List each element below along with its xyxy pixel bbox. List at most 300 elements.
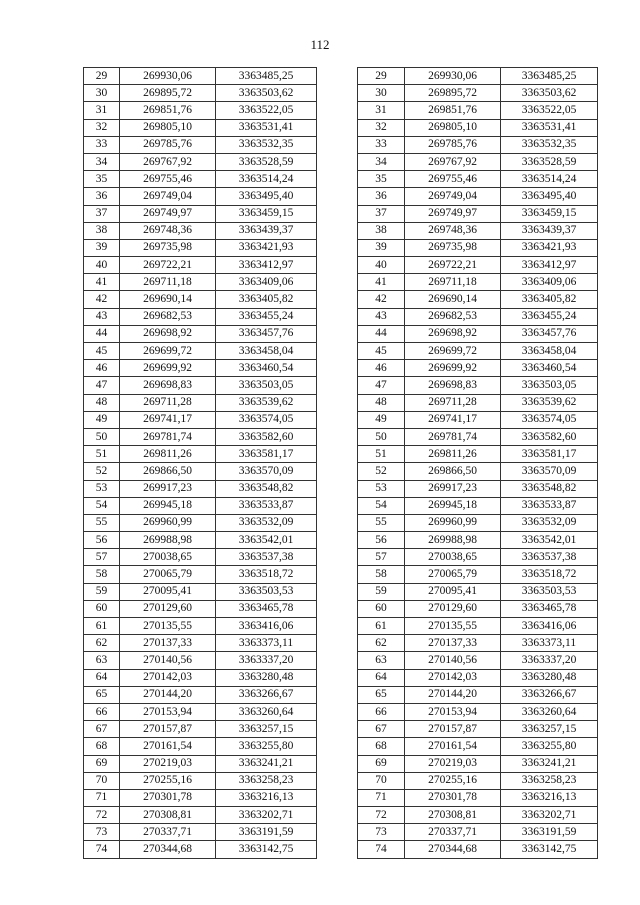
x-coordinate-cell: 269711,18: [405, 274, 501, 291]
y-coordinate-cell: 3363258,23: [216, 772, 317, 789]
y-coordinate-cell: 3363528,59: [501, 153, 598, 170]
x-coordinate-cell: 269690,14: [405, 291, 501, 308]
point-number-cell: 39: [84, 239, 120, 256]
x-coordinate-cell: 270255,16: [120, 772, 216, 789]
y-coordinate-cell: 3363257,15: [501, 721, 598, 738]
point-number-cell: 36: [84, 188, 120, 205]
table-row: [84, 703, 317, 720]
y-coordinate-cell: 3363528,59: [216, 153, 317, 170]
x-coordinate-cell: 269755,46: [120, 171, 216, 188]
y-coordinate-cell: 3363574,05: [216, 411, 317, 428]
y-coordinate-cell: 3363373,11: [501, 635, 598, 652]
table-row: [84, 755, 317, 772]
point-number-cell: 73: [84, 824, 120, 841]
x-coordinate-cell: 269781,74: [120, 428, 216, 445]
point-number-cell: 72: [84, 807, 120, 824]
point-number-cell: 49: [84, 411, 120, 428]
x-coordinate-cell: 269811,26: [405, 446, 501, 463]
table-row: [358, 480, 598, 497]
y-coordinate-cell: 3363495,40: [501, 188, 598, 205]
x-coordinate-cell: 270140,56: [120, 652, 216, 669]
table-row: [358, 789, 598, 806]
x-coordinate-cell: 269917,23: [405, 480, 501, 497]
table-row: [84, 824, 317, 841]
table-row: [84, 411, 317, 428]
y-coordinate-cell: 3363405,82: [501, 291, 598, 308]
x-coordinate-cell: 270137,33: [405, 635, 501, 652]
point-number-cell: 32: [84, 119, 120, 136]
x-coordinate-cell: 269699,72: [405, 343, 501, 360]
point-number-cell: 46: [84, 360, 120, 377]
table-row: [358, 549, 598, 566]
y-coordinate-cell: 3363570,09: [216, 463, 317, 480]
x-coordinate-cell: 269749,04: [120, 188, 216, 205]
point-number-cell: 60: [358, 600, 405, 617]
y-coordinate-cell: 3363202,71: [501, 807, 598, 824]
table-row: [358, 600, 598, 617]
point-number-cell: 45: [358, 343, 405, 360]
point-number-cell: 37: [84, 205, 120, 222]
x-coordinate-cell: 269785,76: [120, 136, 216, 153]
point-number-cell: 57: [358, 549, 405, 566]
table-row: [84, 772, 317, 789]
table-row: [358, 703, 598, 720]
point-number-cell: 31: [358, 102, 405, 119]
x-coordinate-cell: 270157,87: [120, 721, 216, 738]
point-number-cell: 43: [84, 308, 120, 325]
x-coordinate-cell: 270344,68: [120, 841, 216, 858]
point-number-cell: 60: [84, 600, 120, 617]
y-coordinate-cell: 3363412,97: [216, 257, 317, 274]
point-number-cell: 69: [84, 755, 120, 772]
point-number-cell: 31: [84, 102, 120, 119]
y-coordinate-cell: 3363458,04: [501, 343, 598, 360]
point-number-cell: 50: [84, 428, 120, 445]
table-row: [84, 789, 317, 806]
y-coordinate-cell: 3363539,62: [216, 394, 317, 411]
y-coordinate-cell: 3363280,48: [216, 669, 317, 686]
table-row: [358, 428, 598, 445]
x-coordinate-cell: 269930,06: [405, 68, 501, 85]
table-row: [358, 669, 598, 686]
y-coordinate-cell: 3363416,06: [216, 618, 317, 635]
table-row: [358, 446, 598, 463]
y-coordinate-cell: 3363216,13: [501, 789, 598, 806]
y-coordinate-cell: 3363485,25: [501, 68, 598, 85]
y-coordinate-cell: 3363532,09: [501, 514, 598, 531]
point-number-cell: 45: [84, 343, 120, 360]
table-row: [358, 274, 598, 291]
y-coordinate-cell: 3363503,53: [216, 583, 317, 600]
y-coordinate-cell: 3363459,15: [216, 205, 317, 222]
y-coordinate-cell: 3363405,82: [216, 291, 317, 308]
point-number-cell: 56: [84, 532, 120, 549]
table-row: [358, 102, 598, 119]
x-coordinate-cell: 270337,71: [120, 824, 216, 841]
table-row: [358, 153, 598, 170]
x-coordinate-cell: 270157,87: [405, 721, 501, 738]
table-row: [84, 514, 317, 531]
y-coordinate-cell: 3363574,05: [501, 411, 598, 428]
y-coordinate-cell: 3363337,20: [501, 652, 598, 669]
table-row: [84, 463, 317, 480]
x-coordinate-cell: 270142,03: [120, 669, 216, 686]
table-row: [84, 686, 317, 703]
x-coordinate-cell: 269960,99: [405, 514, 501, 531]
y-coordinate-cell: 3363582,60: [216, 428, 317, 445]
y-coordinate-cell: 3363465,78: [501, 600, 598, 617]
point-number-cell: 59: [84, 583, 120, 600]
y-coordinate-cell: 3363258,23: [501, 772, 598, 789]
y-coordinate-cell: 3363142,75: [501, 841, 598, 858]
y-coordinate-cell: 3363457,76: [501, 325, 598, 342]
x-coordinate-cell: 269749,97: [120, 205, 216, 222]
y-coordinate-cell: 3363191,59: [501, 824, 598, 841]
point-number-cell: 43: [358, 308, 405, 325]
coordinates-table-right: [357, 67, 598, 859]
point-number-cell: 48: [358, 394, 405, 411]
x-coordinate-cell: 269735,98: [405, 239, 501, 256]
point-number-cell: 46: [358, 360, 405, 377]
point-number-cell: 67: [84, 721, 120, 738]
table-row: [84, 566, 317, 583]
y-coordinate-cell: 3363495,40: [216, 188, 317, 205]
x-coordinate-cell: 269930,06: [120, 68, 216, 85]
point-number-cell: 36: [358, 188, 405, 205]
y-coordinate-cell: 3363514,24: [501, 171, 598, 188]
x-coordinate-cell: 270135,55: [405, 618, 501, 635]
x-coordinate-cell: 270161,54: [405, 738, 501, 755]
point-number-cell: 42: [84, 291, 120, 308]
table-row: [84, 85, 317, 102]
x-coordinate-cell: 269945,18: [120, 497, 216, 514]
x-coordinate-cell: 270153,94: [120, 703, 216, 720]
table-row: [84, 308, 317, 325]
y-coordinate-cell: 3363260,64: [501, 703, 598, 720]
point-number-cell: 67: [358, 721, 405, 738]
table-row: [358, 68, 598, 85]
point-number-cell: 65: [84, 686, 120, 703]
y-coordinate-cell: 3363142,75: [216, 841, 317, 858]
y-coordinate-cell: 3363581,17: [501, 446, 598, 463]
x-coordinate-cell: 270065,79: [120, 566, 216, 583]
y-coordinate-cell: 3363522,05: [216, 102, 317, 119]
x-coordinate-cell: 269755,46: [405, 171, 501, 188]
point-number-cell: 47: [358, 377, 405, 394]
x-coordinate-cell: 270038,65: [405, 549, 501, 566]
y-coordinate-cell: 3363581,17: [216, 446, 317, 463]
table-row: [84, 635, 317, 652]
point-number-cell: 34: [358, 153, 405, 170]
x-coordinate-cell: 269988,98: [405, 532, 501, 549]
table-row: [358, 188, 598, 205]
x-coordinate-cell: 270308,81: [405, 807, 501, 824]
y-coordinate-cell: 3363548,82: [501, 480, 598, 497]
y-coordinate-cell: 3363255,80: [216, 738, 317, 755]
table-row: [358, 721, 598, 738]
y-coordinate-cell: 3363257,15: [216, 721, 317, 738]
x-coordinate-cell: 270301,78: [120, 789, 216, 806]
table-row: [84, 532, 317, 549]
y-coordinate-cell: 3363533,87: [216, 497, 317, 514]
table-row: [84, 274, 317, 291]
y-coordinate-cell: 3363460,54: [216, 360, 317, 377]
y-coordinate-cell: 3363522,05: [501, 102, 598, 119]
y-coordinate-cell: 3363533,87: [501, 497, 598, 514]
point-number-cell: 30: [358, 85, 405, 102]
point-number-cell: 64: [84, 669, 120, 686]
point-number-cell: 61: [358, 618, 405, 635]
point-number-cell: 66: [358, 703, 405, 720]
y-coordinate-cell: 3363459,15: [501, 205, 598, 222]
x-coordinate-cell: 270140,56: [405, 652, 501, 669]
y-coordinate-cell: 3363439,37: [501, 222, 598, 239]
table-row: [358, 136, 598, 153]
point-number-cell: 52: [84, 463, 120, 480]
x-coordinate-cell: 269748,36: [120, 222, 216, 239]
x-coordinate-cell: 269741,17: [405, 411, 501, 428]
point-number-cell: 41: [84, 274, 120, 291]
y-coordinate-cell: 3363455,24: [501, 308, 598, 325]
table-row: [358, 514, 598, 531]
x-coordinate-cell: 269699,92: [405, 360, 501, 377]
point-number-cell: 40: [84, 257, 120, 274]
point-number-cell: 53: [358, 480, 405, 497]
y-coordinate-cell: 3363503,05: [216, 377, 317, 394]
point-number-cell: 39: [358, 239, 405, 256]
page-number: 112: [310, 37, 330, 52]
point-number-cell: 40: [358, 257, 405, 274]
y-coordinate-cell: 3363503,05: [501, 377, 598, 394]
point-number-cell: 72: [358, 807, 405, 824]
x-coordinate-cell: 269749,04: [405, 188, 501, 205]
y-coordinate-cell: 3363421,93: [501, 239, 598, 256]
y-coordinate-cell: 3363241,21: [216, 755, 317, 772]
table-row: [84, 68, 317, 85]
y-coordinate-cell: 3363582,60: [501, 428, 598, 445]
point-number-cell: 42: [358, 291, 405, 308]
x-coordinate-cell: 270144,20: [120, 686, 216, 703]
point-number-cell: 48: [84, 394, 120, 411]
point-number-cell: 57: [84, 549, 120, 566]
table-row: [84, 257, 317, 274]
point-number-cell: 29: [84, 68, 120, 85]
table-row: [84, 343, 317, 360]
x-coordinate-cell: 269811,26: [120, 446, 216, 463]
y-coordinate-cell: 3363337,20: [216, 652, 317, 669]
table-row: [84, 738, 317, 755]
y-coordinate-cell: 3363531,41: [216, 119, 317, 136]
table-row: [358, 119, 598, 136]
table-row: [358, 755, 598, 772]
point-number-cell: 33: [358, 136, 405, 153]
y-coordinate-cell: 3363241,21: [501, 755, 598, 772]
table-row: [358, 377, 598, 394]
point-number-cell: 55: [358, 514, 405, 531]
point-number-cell: 35: [84, 171, 120, 188]
table-row: [358, 618, 598, 635]
y-coordinate-cell: 3363537,38: [216, 549, 317, 566]
table-row: [358, 411, 598, 428]
x-coordinate-cell: 269682,53: [120, 308, 216, 325]
x-coordinate-cell: 269698,83: [120, 377, 216, 394]
point-number-cell: 29: [358, 68, 405, 85]
y-coordinate-cell: 3363266,67: [501, 686, 598, 703]
table-row: [84, 721, 317, 738]
x-coordinate-cell: 270255,16: [405, 772, 501, 789]
y-coordinate-cell: 3363537,38: [501, 549, 598, 566]
x-coordinate-cell: 269690,14: [120, 291, 216, 308]
x-coordinate-cell: 269805,10: [405, 119, 501, 136]
table-row: [84, 291, 317, 308]
table-row: [84, 841, 317, 858]
x-coordinate-cell: 269851,76: [405, 102, 501, 119]
y-coordinate-cell: 3363514,24: [216, 171, 317, 188]
point-number-cell: 52: [358, 463, 405, 480]
table-row: [358, 635, 598, 652]
x-coordinate-cell: 269735,98: [120, 239, 216, 256]
x-coordinate-cell: 270337,71: [405, 824, 501, 841]
x-coordinate-cell: 269960,99: [120, 514, 216, 531]
y-coordinate-cell: 3363531,41: [501, 119, 598, 136]
table-row: [358, 205, 598, 222]
x-coordinate-cell: 269698,92: [405, 325, 501, 342]
x-coordinate-cell: 269749,97: [405, 205, 501, 222]
y-coordinate-cell: 3363532,09: [216, 514, 317, 531]
point-number-cell: 50: [358, 428, 405, 445]
x-coordinate-cell: 269785,76: [405, 136, 501, 153]
point-number-cell: 38: [358, 222, 405, 239]
table-row: [84, 325, 317, 342]
table-row: [84, 669, 317, 686]
x-coordinate-cell: 269805,10: [120, 119, 216, 136]
y-coordinate-cell: 3363202,71: [216, 807, 317, 824]
table-row: [358, 566, 598, 583]
table-row: [358, 497, 598, 514]
point-number-cell: 37: [358, 205, 405, 222]
x-coordinate-cell: 269851,76: [120, 102, 216, 119]
point-number-cell: 63: [358, 652, 405, 669]
y-coordinate-cell: 3363503,62: [216, 85, 317, 102]
coordinates-table-left: [83, 67, 317, 859]
x-coordinate-cell: 269741,17: [120, 411, 216, 428]
x-coordinate-cell: 270219,03: [405, 755, 501, 772]
x-coordinate-cell: 269748,36: [405, 222, 501, 239]
table-row: [358, 85, 598, 102]
y-coordinate-cell: 3363216,13: [216, 789, 317, 806]
y-coordinate-cell: 3363503,62: [501, 85, 598, 102]
table-row: [84, 205, 317, 222]
table-row: [358, 583, 598, 600]
x-coordinate-cell: 270135,55: [120, 618, 216, 635]
y-coordinate-cell: 3363457,76: [216, 325, 317, 342]
y-coordinate-cell: 3363373,11: [216, 635, 317, 652]
y-coordinate-cell: 3363260,64: [216, 703, 317, 720]
point-number-cell: 33: [84, 136, 120, 153]
y-coordinate-cell: 3363465,78: [216, 600, 317, 617]
point-number-cell: 56: [358, 532, 405, 549]
x-coordinate-cell: 270065,79: [405, 566, 501, 583]
point-number-cell: 74: [84, 841, 120, 858]
table-row: [358, 807, 598, 824]
x-coordinate-cell: 269711,28: [405, 394, 501, 411]
point-number-cell: 71: [84, 789, 120, 806]
y-coordinate-cell: 3363570,09: [501, 463, 598, 480]
table-row: [84, 171, 317, 188]
x-coordinate-cell: 270301,78: [405, 789, 501, 806]
table-row: [84, 377, 317, 394]
x-coordinate-cell: 269917,23: [120, 480, 216, 497]
table-row: [84, 136, 317, 153]
x-coordinate-cell: 269866,50: [120, 463, 216, 480]
x-coordinate-cell: 269895,72: [120, 85, 216, 102]
table-row: [358, 841, 598, 858]
y-coordinate-cell: 3363542,01: [216, 532, 317, 549]
point-number-cell: 38: [84, 222, 120, 239]
point-number-cell: 69: [358, 755, 405, 772]
table-row: [84, 549, 317, 566]
x-coordinate-cell: 269767,92: [405, 153, 501, 170]
table-row: [358, 824, 598, 841]
table-row: [358, 257, 598, 274]
y-coordinate-cell: 3363518,72: [501, 566, 598, 583]
x-coordinate-cell: 269866,50: [405, 463, 501, 480]
point-number-cell: 70: [84, 772, 120, 789]
table-row: [84, 583, 317, 600]
table-row: [358, 738, 598, 755]
y-coordinate-cell: 3363280,48: [501, 669, 598, 686]
x-coordinate-cell: 270144,20: [405, 686, 501, 703]
y-coordinate-cell: 3363412,97: [501, 257, 598, 274]
point-number-cell: 35: [358, 171, 405, 188]
table-row: [84, 153, 317, 170]
point-number-cell: 64: [358, 669, 405, 686]
point-number-cell: 41: [358, 274, 405, 291]
x-coordinate-cell: 269722,21: [405, 257, 501, 274]
point-number-cell: 62: [358, 635, 405, 652]
table-row: [358, 308, 598, 325]
table-row: [84, 119, 317, 136]
x-coordinate-cell: 269722,21: [120, 257, 216, 274]
x-coordinate-cell: 269698,92: [120, 325, 216, 342]
table-row: [358, 463, 598, 480]
point-number-cell: 62: [84, 635, 120, 652]
table-row: [84, 239, 317, 256]
table-row: [358, 239, 598, 256]
point-number-cell: 30: [84, 85, 120, 102]
x-coordinate-cell: 270344,68: [405, 841, 501, 858]
table-row: [84, 360, 317, 377]
point-number-cell: 49: [358, 411, 405, 428]
table-row: [84, 428, 317, 445]
table-row: [84, 480, 317, 497]
x-coordinate-cell: 269682,53: [405, 308, 501, 325]
table-row: [358, 394, 598, 411]
point-number-cell: 55: [84, 514, 120, 531]
point-number-cell: 63: [84, 652, 120, 669]
y-coordinate-cell: 3363409,06: [216, 274, 317, 291]
x-coordinate-cell: 269895,72: [405, 85, 501, 102]
table-row: [84, 222, 317, 239]
point-number-cell: 65: [358, 686, 405, 703]
table-row: [84, 188, 317, 205]
point-number-cell: 58: [358, 566, 405, 583]
table-row: [358, 343, 598, 360]
point-number-cell: 68: [84, 738, 120, 755]
y-coordinate-cell: 3363485,25: [216, 68, 317, 85]
point-number-cell: 44: [84, 325, 120, 342]
point-number-cell: 73: [358, 824, 405, 841]
